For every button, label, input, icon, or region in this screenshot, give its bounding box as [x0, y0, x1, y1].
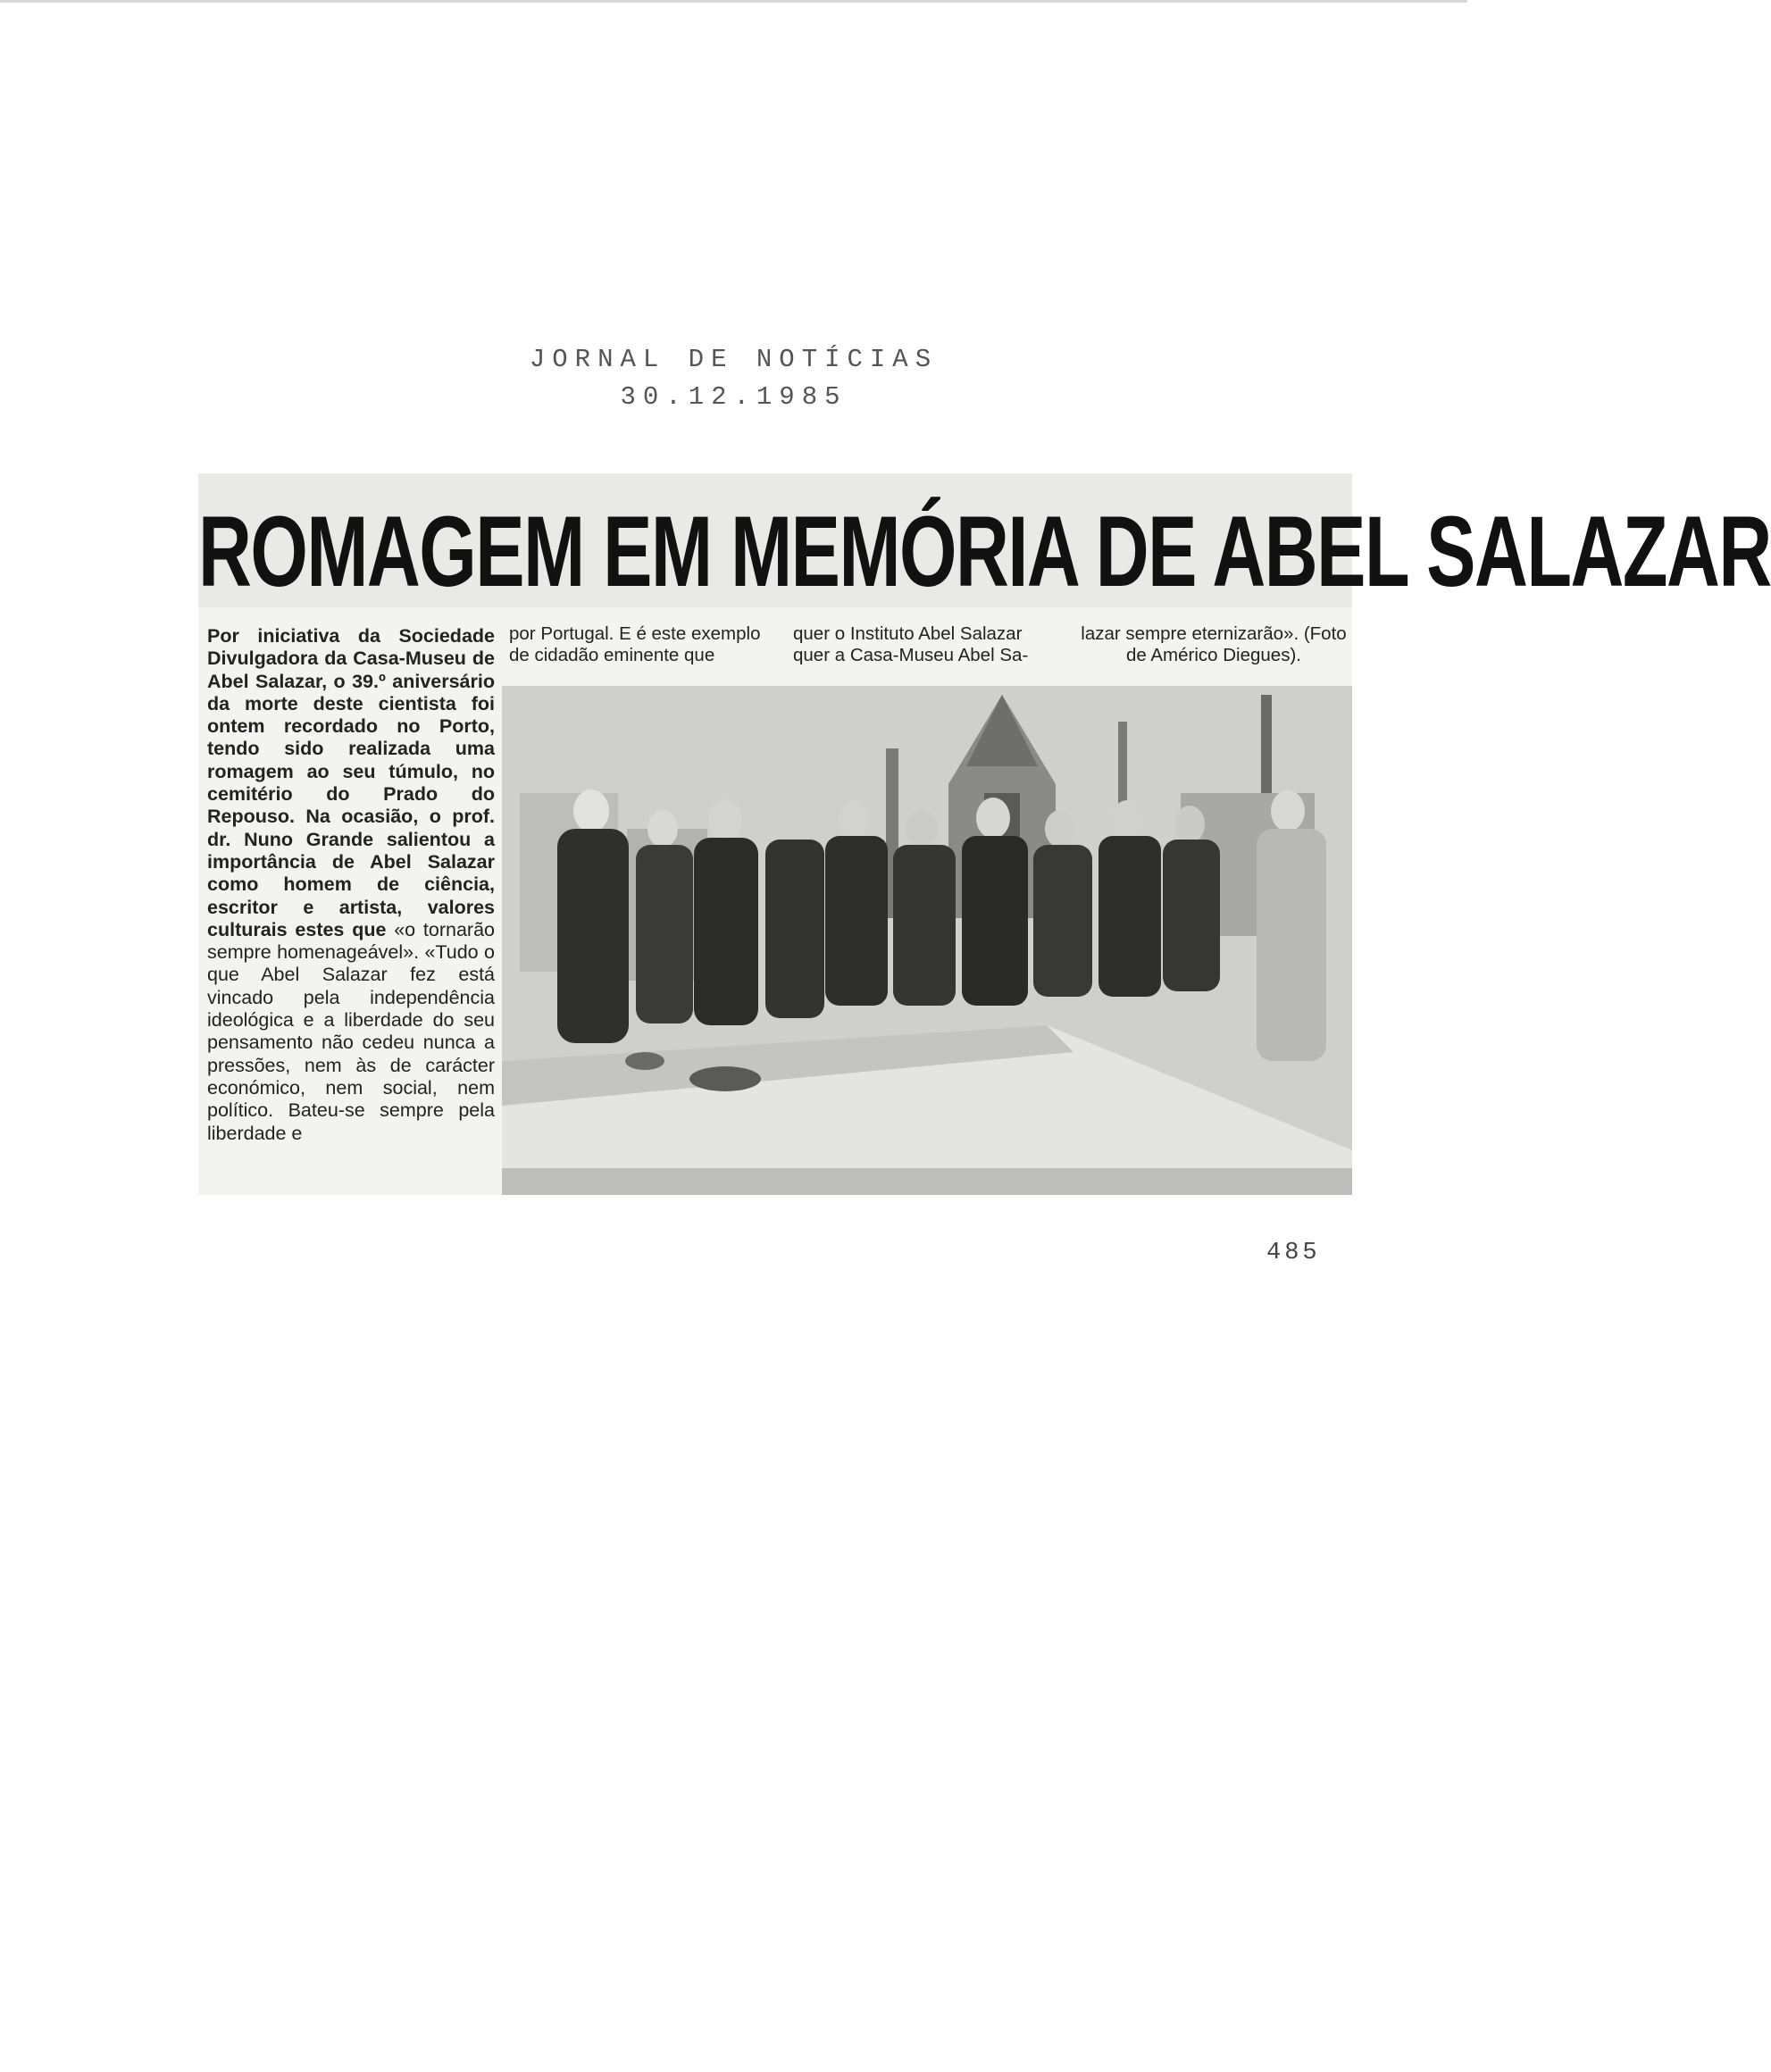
news-photo: [502, 686, 1352, 1195]
article-lead: Por iniciativa da Sociedade Divulgadora da Casa-Museu de Abel Salazar, o 39.º aniversário da morte deste cientista foi ontem recordado no Porto, tendo sido realizada uma romagem ao seu túmulo, no cemitério do Prado do Repouso. Na ocasião, o prof. dr. Nuno Grande salientou a importância de Abel Salazar como homem de ciência, escritor e artista, valores culturais estes que: [207, 625, 495, 940]
scan-top-edge: [0, 0, 1467, 3]
article-body: «o tornarão sempre homenageável». «Tudo o que Abel Salazar fez está vincado pela independência ideológica e a liberdade do seu pensamento não cedeu nunca a pressões, nem às de carácter económico, nem social, nem político. Bateu-se sempre pela liberdade e: [207, 918, 496, 1144]
article-continuation-3: lazar sempre eternizarão». (Foto de Américo Diegues).: [1081, 623, 1347, 665]
page-number: 485: [1266, 1240, 1321, 1266]
clipping-date: 30.12.1985: [620, 382, 848, 412]
newspaper-source: JORNAL DE NOTÍCIAS: [529, 345, 939, 374]
article-headline: ROMAGEM EM MEMÓRIA DE ABEL SALAZAR: [198, 496, 1771, 607]
article-first-column: [207, 625, 495, 1145]
newspaper-clipping: [198, 473, 1771, 1195]
cemetery-photo-illustration: [502, 686, 1352, 1195]
article-continuation-1: por Portugal. E é este exemplo de cidadão eminente que: [509, 623, 761, 665]
article-continuation-2: quer o Instituto Abel Salazar quer a Casa-Museu Abel Sa-: [793, 623, 1029, 665]
headline-banner: [198, 473, 1771, 607]
